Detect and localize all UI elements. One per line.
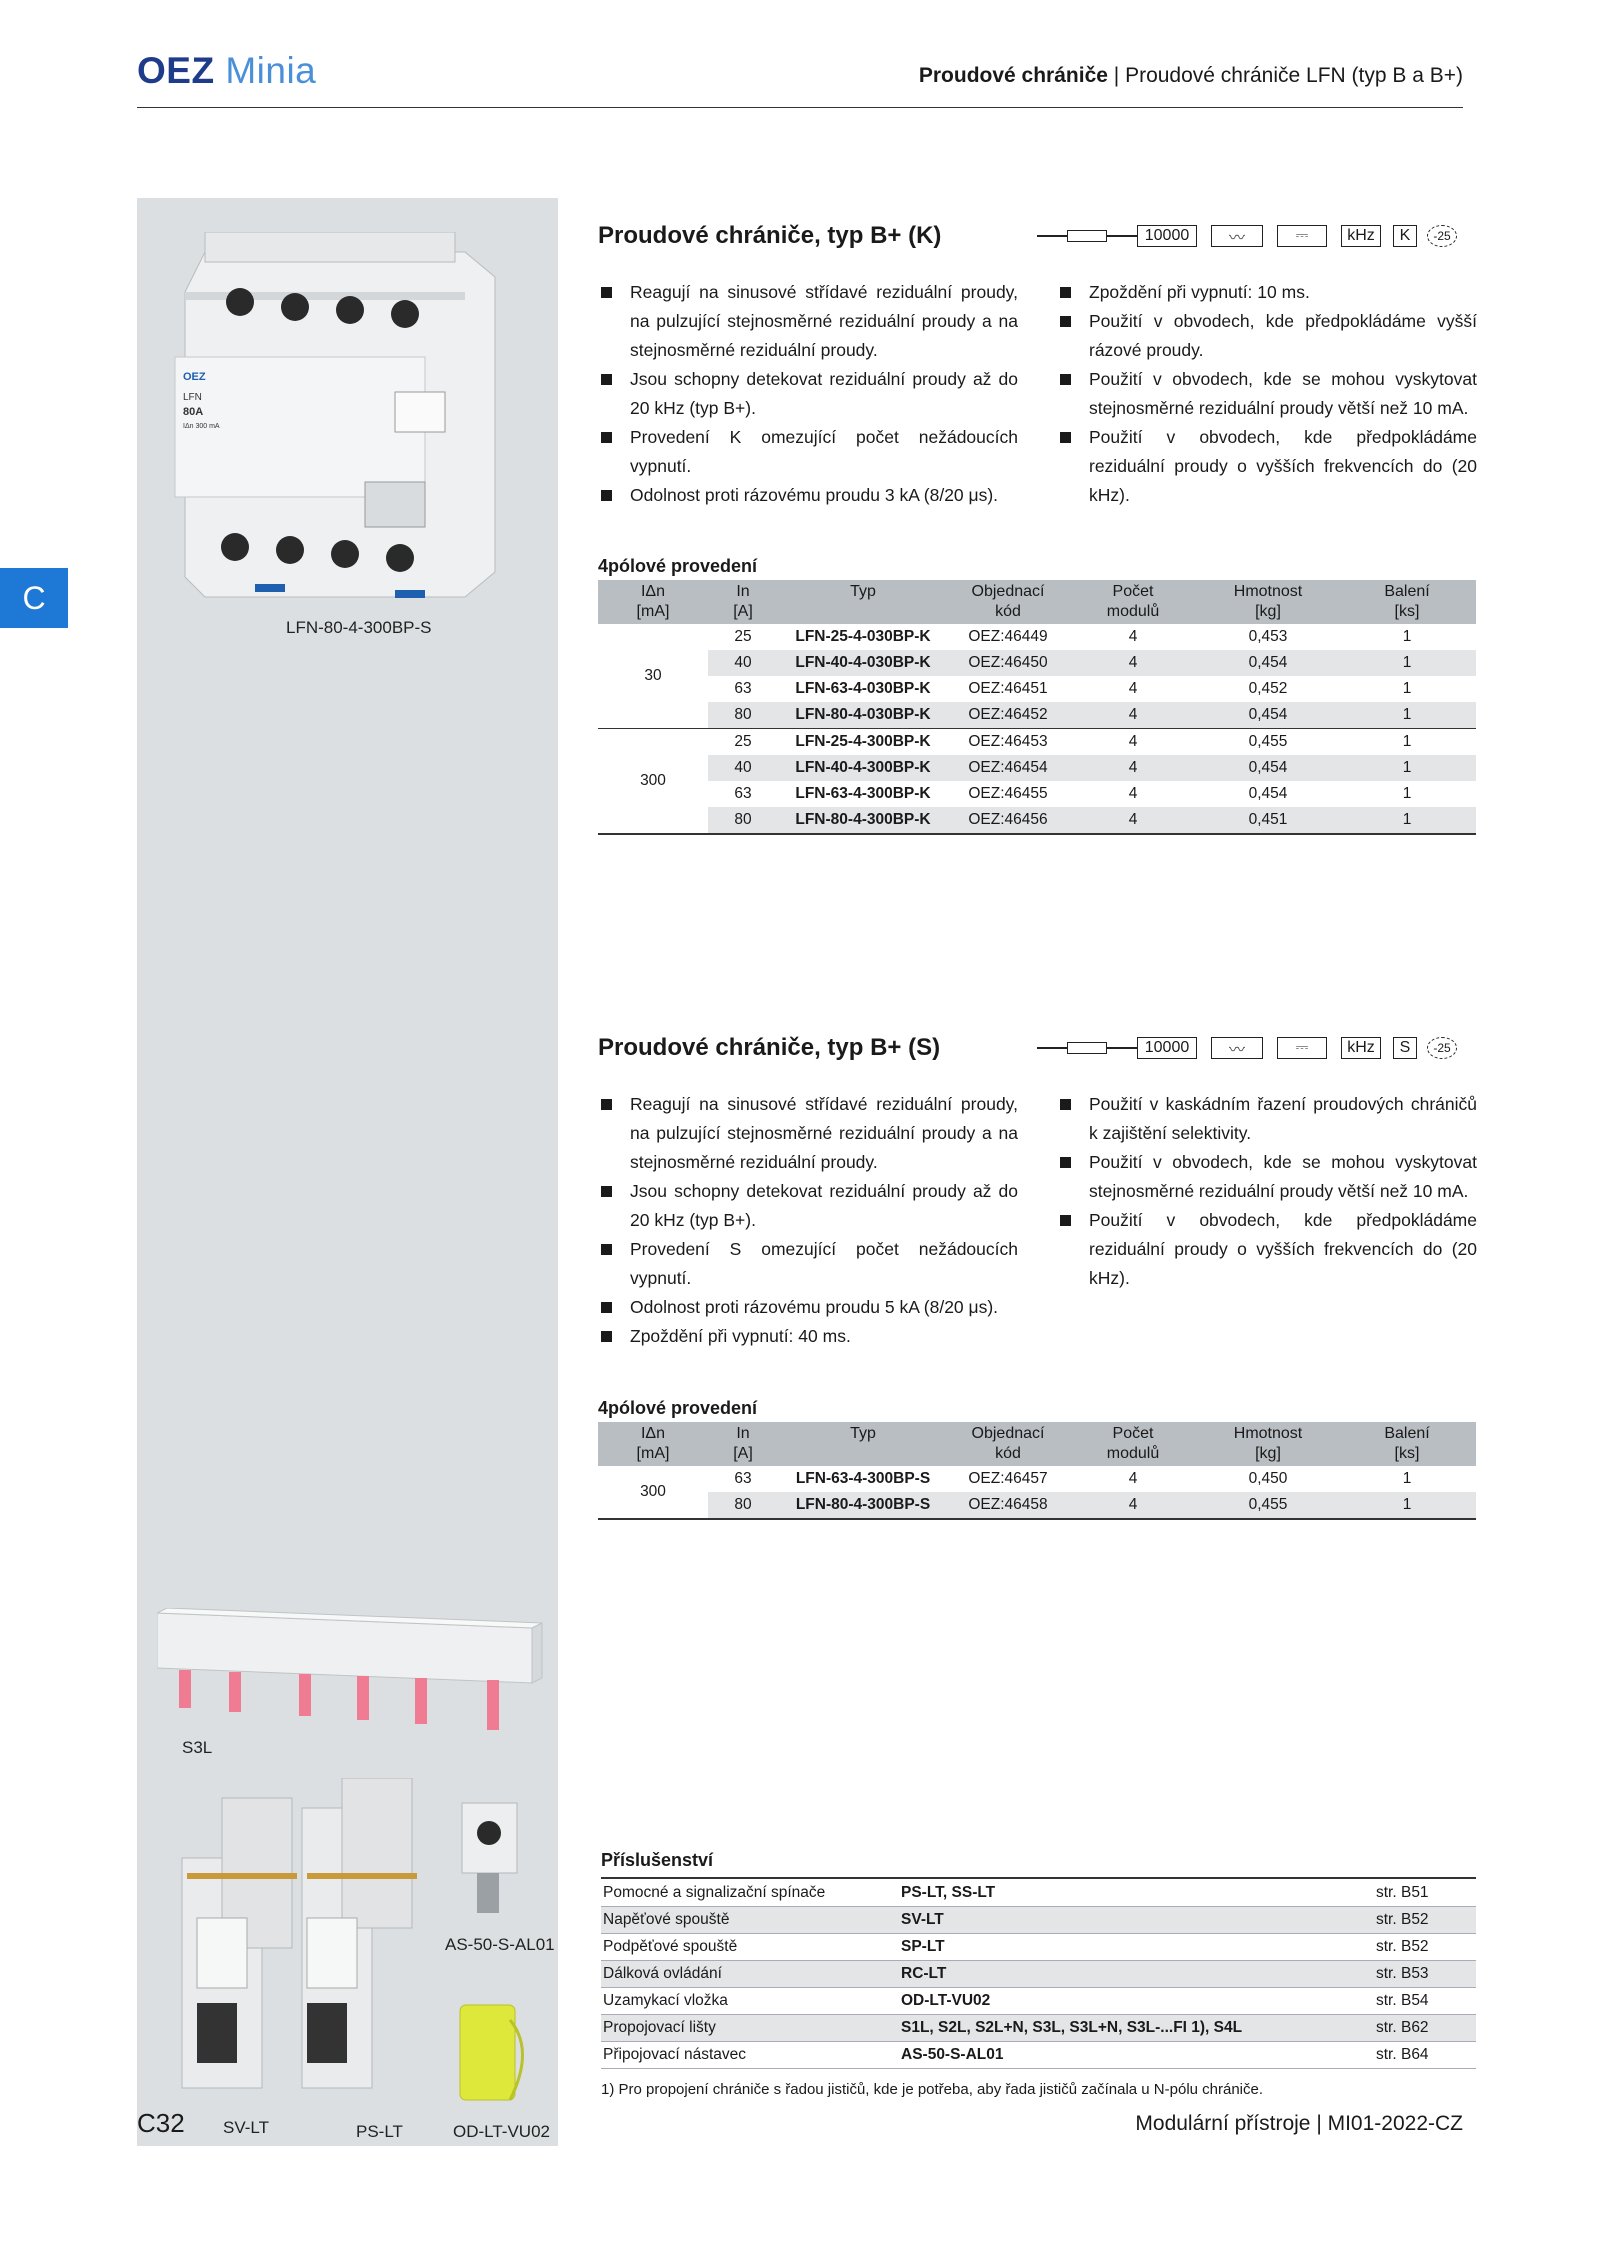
table-header xyxy=(598,1422,1476,1466)
cell-pocet: 4 xyxy=(1068,702,1198,729)
col-typ: Typ xyxy=(778,580,948,624)
cell-pocet: 4 xyxy=(1128,680,1138,697)
table-row xyxy=(598,676,1476,702)
accessory-name: Uzamykací vložka xyxy=(601,1988,899,2015)
device-line-label: LFN xyxy=(183,392,202,403)
table-row xyxy=(598,807,1476,834)
table-row xyxy=(598,1492,1476,1519)
accessories-table xyxy=(601,1880,1476,2069)
accessory-name: Pomocné a signalizační spínače xyxy=(601,1880,899,1907)
header-category-sub: Proudové chrániče LFN (typ B a B+) xyxy=(1125,64,1463,87)
cell-hm: 0,454 xyxy=(1198,650,1338,676)
accessory-page[interactable]: str. B54 xyxy=(1374,1988,1476,2015)
accessory-row xyxy=(601,2042,1476,2069)
cell-pocet: 4 xyxy=(1128,628,1138,645)
cell-kod: OEZ:46458 xyxy=(948,1492,1068,1519)
accessory-row xyxy=(601,2015,1476,2042)
od-lt-image xyxy=(450,1990,540,2115)
cell-in: 25 xyxy=(734,733,752,750)
cell-idn: 300 xyxy=(640,1483,666,1500)
khz-icon: kHz xyxy=(1341,225,1381,247)
accessory-name: Propojovací lišty xyxy=(601,2015,899,2042)
table-label-k: 4pólové provedení xyxy=(598,556,758,576)
bullet-item: Použití v obvodech, kde se mohou vyskytovat stejnosměrné reziduální proudy větší než 10 mA. xyxy=(1057,365,1477,423)
temperature-icon: -25 xyxy=(1427,1037,1457,1059)
cell-bal: 1 xyxy=(1338,650,1476,676)
bullet-item: Použití v obvodech, kde předpokládáme reziduální proudy o vyšších frekvencích do (20 kHz). xyxy=(1057,423,1477,510)
cell-pocet: 4 xyxy=(1068,1492,1198,1519)
cell-in: 63 xyxy=(734,785,752,802)
col-idn: IΔn [mA] xyxy=(598,580,708,624)
cell-pocet: 4 xyxy=(1068,650,1198,676)
ac-pulse-icon: 〰 xyxy=(1211,1037,1263,1059)
caption-main-image: LFN-80-4-300BP-S xyxy=(286,618,432,637)
col-in: In [A] xyxy=(708,580,778,624)
cell-in: 80 xyxy=(708,807,778,834)
type-letter-icon: S xyxy=(1393,1037,1417,1059)
cell-hm: 0,450 xyxy=(1248,1470,1288,1487)
table-row xyxy=(598,1466,1476,1492)
fuse-icon xyxy=(1067,230,1107,242)
ac-pulse-icon: 〰 xyxy=(1211,225,1263,247)
accessory-page[interactable]: str. B52 xyxy=(1374,1907,1476,1934)
cell-bal: 1 xyxy=(1338,702,1476,729)
brand-logo xyxy=(137,50,316,92)
product-image-lfn xyxy=(165,232,515,604)
header-category-main: Proudové chrániče xyxy=(918,64,1108,87)
caption-odlt: OD-LT-VU02 xyxy=(453,2122,550,2141)
cell-bal: 1 xyxy=(1402,1470,1412,1487)
cell-hm: 0,455 xyxy=(1248,733,1288,750)
product-table-k xyxy=(598,580,1476,835)
device-brand-label: OEZ xyxy=(183,371,206,383)
bullet-item: Jsou schopny detekovat reziduální proudy až do 20 kHz (typ B+). xyxy=(598,1177,1018,1235)
cell-in: 40 xyxy=(708,650,778,676)
accessory-page[interactable]: str. B53 xyxy=(1374,1961,1476,1988)
caption-s3l: S3L xyxy=(182,1738,213,1757)
cell-in: 80 xyxy=(708,702,778,729)
col-bal: Balení [ks] xyxy=(1338,1422,1476,1466)
cell-typ: LFN-80-4-300BP-S xyxy=(778,1492,948,1519)
od-lt-illustration xyxy=(450,1990,540,2115)
page-number: C32 xyxy=(137,2108,185,2138)
bullet-item: Odolnost proti rázovému proudu 3 kA (8/20 μs). xyxy=(598,481,1018,510)
bullet-item: Zpoždění při vypnutí: 40 ms. xyxy=(598,1322,1018,1351)
accessory-devices-image xyxy=(172,1778,442,2098)
accessory-code: AS-50-S-AL01 xyxy=(899,2042,1374,2069)
accessory-name: Připojovací nástavec xyxy=(601,2042,899,2069)
busbar-image xyxy=(157,1608,552,1743)
cell-kod: OEZ:46450 xyxy=(948,650,1068,676)
temperature-icon: -25 xyxy=(1427,225,1457,247)
device-sens-label: IΔn 300 mA xyxy=(183,423,220,430)
bullets-right-k xyxy=(1057,278,1477,510)
accessory-name: Podpěťové spouště xyxy=(601,1934,899,1961)
col-hm: Hmotnost [kg] xyxy=(1198,580,1338,624)
table-row xyxy=(598,702,1476,729)
header-divider xyxy=(137,107,1463,108)
cell-in: 25 xyxy=(734,628,752,645)
cell-typ: LFN-80-4-030BP-K xyxy=(778,702,948,729)
section-title-k: Proudové chrániče, typ B+ (K) xyxy=(598,222,942,249)
cell-bal: 1 xyxy=(1338,1492,1476,1519)
caption-svlt: SV-LT xyxy=(223,2118,269,2137)
accessories-footnote: 1) Pro propojení chrániče s řadou jističů, kde je potřeba, aby řada jističů začínala u N-pólu chrániče. xyxy=(601,2081,1264,2098)
device-rating-label: 80A xyxy=(183,406,204,418)
cell-kod: OEZ:46451 xyxy=(968,680,1048,697)
cell-hm: 0,454 xyxy=(1198,755,1338,781)
cell-bal: 1 xyxy=(1402,628,1412,645)
fuse-icon xyxy=(1067,1042,1107,1054)
cell-kod: OEZ:46449 xyxy=(968,628,1048,645)
accessory-page[interactable]: str. B62 xyxy=(1374,2015,1476,2042)
cell-hm: 0,454 xyxy=(1198,702,1338,729)
bullet-item: Provedení S omezující počet nežádoucích vypnutí. xyxy=(598,1235,1018,1293)
accessory-code: OD-LT-VU02 xyxy=(899,1988,1374,2015)
accessory-code: SV-LT xyxy=(899,1907,1374,1934)
accessories-title: Příslušenství xyxy=(601,1850,714,1870)
cell-pocet: 4 xyxy=(1068,807,1198,834)
brand-oez: OEZ xyxy=(137,50,215,91)
as50-image xyxy=(457,1798,527,1918)
product-table-s xyxy=(598,1422,1476,1520)
cell-typ: LFN-40-4-300BP-K xyxy=(778,755,948,781)
cell-bal: 1 xyxy=(1338,807,1476,834)
table-header xyxy=(598,580,1476,624)
bullets-left-k xyxy=(598,278,1018,510)
accessory-name: Dálková ovládání xyxy=(601,1961,899,1988)
bullets-left-s xyxy=(598,1090,1018,1351)
table-row xyxy=(598,624,1476,650)
dc-icon: ⎓ xyxy=(1277,225,1327,247)
cell-bal: 1 xyxy=(1338,755,1476,781)
cell-typ: LFN-25-4-300BP-K xyxy=(795,733,931,750)
cell-in: 63 xyxy=(734,680,752,697)
cell-typ: LFN-63-4-030BP-K xyxy=(795,680,931,697)
accessory-page[interactable]: str. B51 xyxy=(1374,1880,1476,1907)
cell-idn: 30 xyxy=(598,624,708,729)
cell-bal: 1 xyxy=(1402,680,1412,697)
type-letter-icon: K xyxy=(1393,225,1417,247)
col-pocet: Počet modulů xyxy=(1068,1422,1198,1466)
cell-hm: 0,454 xyxy=(1248,785,1288,802)
table-row xyxy=(598,781,1476,807)
cell-kod: OEZ:46452 xyxy=(948,702,1068,729)
bullet-item: Použití v obvodech, kde se mohou vyskytovat stejnosměrné reziduální proudy větší než 10 mA. xyxy=(1057,1148,1477,1206)
bullet-item: Reagují na sinusové střídavé reziduální proudy, na pulzující stejnosměrné reziduální proudy a na stejnosměrné reziduální proudy. xyxy=(598,1090,1018,1177)
cell-bal: 1 xyxy=(1402,733,1412,750)
busbar-illustration xyxy=(157,1608,552,1743)
header-category xyxy=(919,64,1463,88)
bullet-item: Použití v kaskádním řazení proudových chráničů k zajištění selektivity. xyxy=(1057,1090,1477,1148)
breaking-capacity-icon: 10000 xyxy=(1137,225,1197,247)
cell-hm: 0,455 xyxy=(1198,1492,1338,1519)
cell-in: 40 xyxy=(708,755,778,781)
table-row xyxy=(598,755,1476,781)
accessory-row xyxy=(601,1907,1476,1934)
caption-pslt: PS-LT xyxy=(356,2122,403,2141)
accessory-row xyxy=(601,1934,1476,1961)
accessory-row xyxy=(601,1880,1476,1907)
table-row xyxy=(598,650,1476,676)
bullet-item: Použití v obvodech, kde předpokládáme reziduální proudy o vyšších frekvencích do (20 kHz). xyxy=(1057,1206,1477,1293)
footer-doc-id: Modulární přístroje | MI01-2022-CZ xyxy=(1135,2112,1463,2135)
bullet-item: Použití v obvodech, kde předpokládáme vyšší rázové proudy. xyxy=(1057,307,1477,365)
col-in: In [A] xyxy=(708,1422,778,1466)
cell-typ: LFN-63-4-300BP-S xyxy=(795,1470,931,1487)
cell-pocet: 4 xyxy=(1128,1470,1138,1487)
caption-as50: AS-50-S-AL01 xyxy=(445,1935,555,1954)
section-title-s: Proudové chrániče, typ B+ (S) xyxy=(598,1034,941,1061)
cell-kod: OEZ:46453 xyxy=(968,733,1048,750)
col-typ: Typ xyxy=(778,1422,948,1466)
accessory-page[interactable]: str. B64 xyxy=(1374,2042,1476,2069)
cell-hm: 0,451 xyxy=(1198,807,1338,834)
cell-typ: LFN-40-4-030BP-K xyxy=(778,650,948,676)
cell-pocet: 4 xyxy=(1128,733,1138,750)
dc-icon: ⎓ xyxy=(1277,1037,1327,1059)
accessories-top-rule xyxy=(601,1877,1476,1879)
accessory-code: RC-LT xyxy=(899,1961,1374,1988)
rcd-device-illustration xyxy=(165,232,515,604)
cell-kod: OEZ:46457 xyxy=(968,1470,1048,1487)
table-row xyxy=(598,729,1476,756)
khz-icon: kHz xyxy=(1341,1037,1381,1059)
bullets-right-s xyxy=(1057,1090,1477,1293)
accessory-code: S1L, S2L, S2L+N, S3L, S3L+N, S3L-...FI 1), S4L xyxy=(899,2015,1374,2042)
side-tab[interactable]: C xyxy=(0,568,68,628)
col-idn: IΔn [mA] xyxy=(598,1422,708,1466)
bullet-item: Zpoždění při vypnutí: 10 ms. xyxy=(1057,278,1477,307)
cell-kod: OEZ:46455 xyxy=(968,785,1048,802)
col-hm: Hmotnost [kg] xyxy=(1198,1422,1338,1466)
cell-hm: 0,452 xyxy=(1248,680,1288,697)
sv-ps-lt-illustration xyxy=(172,1778,442,2098)
bullet-item: Provedení K omezující počet nežádoucích vypnutí. xyxy=(598,423,1018,481)
symbol-strip-k xyxy=(1037,222,1467,250)
bullet-item: Odolnost proti rázovému proudu 5 kA (8/20 μs). xyxy=(598,1293,1018,1322)
col-bal: Balení [ks] xyxy=(1338,580,1476,624)
cell-kod: OEZ:46454 xyxy=(948,755,1068,781)
accessory-row xyxy=(601,1988,1476,2015)
cell-in: 80 xyxy=(708,1492,778,1519)
cell-typ: LFN-63-4-300BP-K xyxy=(795,785,931,802)
col-obj: Objednací kód xyxy=(948,1422,1068,1466)
cell-pocet: 4 xyxy=(1128,785,1138,802)
col-obj: Objednací kód xyxy=(948,580,1068,624)
breaking-capacity-icon: 10000 xyxy=(1137,1037,1197,1059)
header-separator: | xyxy=(1113,64,1120,87)
cell-typ: LFN-80-4-300BP-K xyxy=(778,807,948,834)
cell-kod: OEZ:46456 xyxy=(948,807,1068,834)
cell-hm: 0,453 xyxy=(1248,628,1288,645)
accessory-row xyxy=(601,1961,1476,1988)
cell-bal: 1 xyxy=(1402,785,1412,802)
cell-typ: LFN-25-4-030BP-K xyxy=(795,628,931,645)
as50-illustration xyxy=(457,1798,527,1918)
symbol-strip-s xyxy=(1037,1034,1467,1062)
accessory-page[interactable]: str. B52 xyxy=(1374,1934,1476,1961)
bullet-item: Jsou schopny detekovat reziduální proudy až do 20 kHz (typ B+). xyxy=(598,365,1018,423)
table-label-s: 4pólové provedení xyxy=(598,1398,758,1418)
accessory-name: Napěťové spouště xyxy=(601,1907,899,1934)
cell-pocet: 4 xyxy=(1068,755,1198,781)
bullet-item: Reagují na sinusové střídavé reziduální proudy, na pulzující stejnosměrné reziduální proudy a na stejnosměrné reziduální proudy. xyxy=(598,278,1018,365)
cell-in: 63 xyxy=(734,1470,752,1487)
accessory-code: SP-LT xyxy=(899,1934,1374,1961)
brand-minia: Minia xyxy=(225,50,317,91)
accessory-code: PS-LT, SS-LT xyxy=(899,1880,1374,1907)
col-pocet: Počet modulů xyxy=(1068,580,1198,624)
cell-idn: 300 xyxy=(640,772,666,789)
